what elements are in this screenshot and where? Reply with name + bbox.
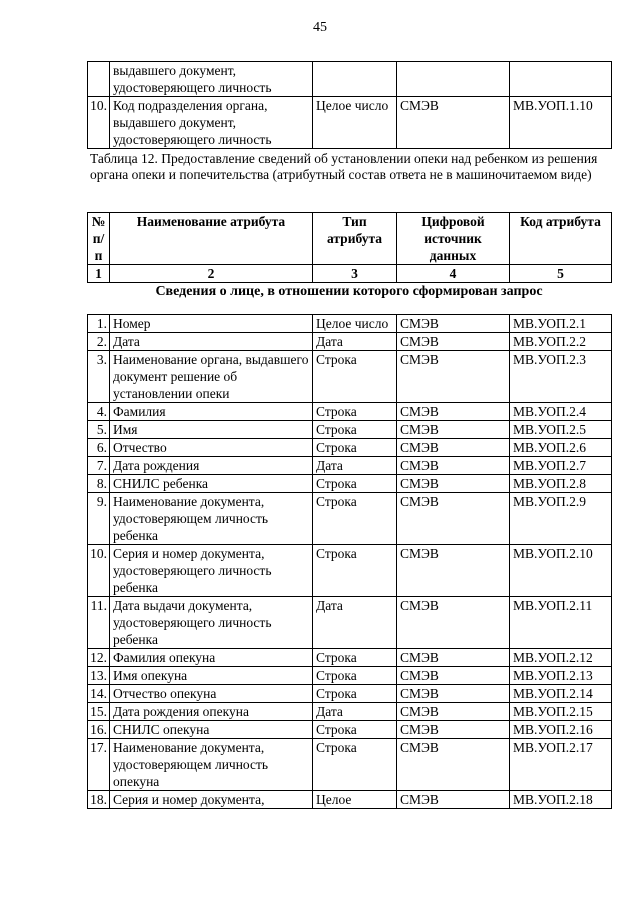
cell-attribute-type: Дата [313,703,397,721]
column-number: 2 [110,265,313,283]
column-header-attribute-code: Код атрибута [510,213,612,265]
cell-data-source: СМЭВ [397,475,510,493]
cell-number: 13. [88,667,110,685]
cell-attribute-code: МВ.УОП.2.7 [510,457,612,475]
cell-attribute-name: Наименование документа, удостоверяющем личность опекуна [110,739,313,791]
table-row [88,351,612,403]
table-row [88,439,612,457]
cell-number: 10. [88,97,110,149]
cell-attribute-name: Отчество [110,439,313,457]
cell-attribute-type: Строка [313,685,397,703]
cell-attribute-name: Дата выдачи документа, удостоверяющего личность ребенка [110,597,313,649]
cell-attribute-name: Отчество опекуна [110,685,313,703]
table-row [88,791,612,809]
section-title: Сведения о лице, в отношении которого сформирован запрос [155,284,543,299]
cell-attribute-code: МВ.УОП.2.11 [510,597,612,649]
cell-number [88,62,110,97]
cell-attribute-name: Имя опекуна [110,667,313,685]
cell-attribute-name: выдавшего документ, удостоверяющего личность [110,62,313,97]
cell-attribute-name: Наименование органа, выдавшего документ решение об установлении опеки [110,351,313,403]
table-row [88,597,612,649]
table-row [88,421,612,439]
cell-attribute-code [510,62,612,97]
cell-number: 6. [88,439,110,457]
cell-number: 14. [88,685,110,703]
cell-data-source: СМЭВ [397,439,510,457]
cell-attribute-name: Фамилия [110,403,313,421]
cell-attribute-code: МВ.УОП.2.17 [510,739,612,791]
cell-data-source: СМЭВ [397,493,510,545]
cell-data-source: СМЭВ [397,685,510,703]
cell-attribute-name: СНИЛС опекуна [110,721,313,739]
cell-attribute-code: МВ.УОП.2.12 [510,649,612,667]
cell-attribute-code: МВ.УОП.2.15 [510,703,612,721]
table-row [88,457,612,475]
table-row [88,685,612,703]
cell-data-source: СМЭВ [397,597,510,649]
cell-attribute-type: Строка [313,351,397,403]
cell-attribute-code: МВ.УОП.2.13 [510,667,612,685]
table-row [88,649,612,667]
cell-number: 18. [88,791,110,809]
table-header [87,212,612,283]
cell-number: 10. [88,545,110,597]
cell-data-source: СМЭВ [397,667,510,685]
cell-attribute-name: Код подразделения органа, выдавшего документ, удостоверяющего личность [110,97,313,149]
cell-data-source: СМЭВ [397,421,510,439]
column-number: 3 [313,265,397,283]
table-caption: Таблица 12. Предоставление сведений об установлении опеки над ребенком из решения органа опеки и попечительства (атрибутный состав ответа не в машиночитаемом виде) [90,151,598,182]
cell-attribute-code: МВ.УОП.2.5 [510,421,612,439]
column-header-number: № п/п [88,213,110,265]
cell-number: 3. [88,351,110,403]
column-number: 5 [510,265,612,283]
cell-attribute-name: Наименование документа, удостоверяющем личность ребенка [110,493,313,545]
cell-data-source: СМЭВ [397,649,510,667]
cell-number: 5. [88,421,110,439]
cell-number: 1. [88,315,110,333]
continued-table-body [88,62,612,149]
cell-number: 12. [88,649,110,667]
cell-attribute-type: Дата [313,333,397,351]
cell-attribute-name: Дата рождения опекуна [110,703,313,721]
table-row [88,403,612,421]
page-number: 45 [313,20,327,35]
cell-number: 11. [88,597,110,649]
cell-data-source [397,62,510,97]
cell-attribute-name: СНИЛС ребенка [110,475,313,493]
cell-attribute-type: Строка [313,475,397,493]
cell-attribute-code: МВ.УОП.2.9 [510,493,612,545]
column-header-attribute-name: Наименование атрибута [110,213,313,265]
cell-data-source: СМЭВ [397,721,510,739]
cell-attribute-code: МВ.УОП.2.10 [510,545,612,597]
table-row [88,475,612,493]
cell-attribute-type: Целое число [313,97,397,149]
column-number: 4 [397,265,510,283]
cell-data-source: СМЭВ [397,791,510,809]
cell-number: 2. [88,333,110,351]
cell-data-source: СМЭВ [397,97,510,149]
cell-data-source: СМЭВ [397,403,510,421]
cell-attribute-name: Дата рождения [110,457,313,475]
cell-attribute-type: Целое число [313,315,397,333]
cell-attribute-type: Строка [313,721,397,739]
attributes-table-body [88,315,612,809]
cell-attribute-code: МВ.УОП.2.16 [510,721,612,739]
cell-attribute-type: Строка [313,545,397,597]
cell-attribute-type: Строка [313,421,397,439]
cell-attribute-type: Дата [313,457,397,475]
cell-attribute-type: Дата [313,597,397,649]
cell-attribute-code: МВ.УОП.2.8 [510,475,612,493]
column-header-attribute-type: Тип атрибута [313,213,397,265]
cell-attribute-code: МВ.УОП.1.10 [510,97,612,149]
cell-attribute-code: МВ.УОП.2.1 [510,315,612,333]
cell-attribute-name: Номер [110,315,313,333]
table-row [88,545,612,597]
cell-data-source: СМЭВ [397,351,510,403]
cell-attribute-type: Строка [313,403,397,421]
cell-data-source: СМЭВ [397,315,510,333]
cell-data-source: СМЭВ [397,545,510,597]
cell-number: 8. [88,475,110,493]
cell-data-source: СМЭВ [397,333,510,351]
column-number: 1 [88,265,110,283]
cell-attribute-code: МВ.УОП.2.4 [510,403,612,421]
cell-data-source: СМЭВ [397,457,510,475]
cell-number: 4. [88,403,110,421]
cell-attribute-type: Строка [313,667,397,685]
table-row [88,739,612,791]
table-row [88,333,612,351]
cell-attribute-code: МВ.УОП.2.18 [510,791,612,809]
table-row [88,97,612,149]
cell-attribute-name: Имя [110,421,313,439]
cell-number: 17. [88,739,110,791]
cell-attribute-type: Строка [313,493,397,545]
column-header-data-source: Цифровой источник данных [397,213,510,265]
cell-number: 15. [88,703,110,721]
cell-attribute-code: МВ.УОП.2.6 [510,439,612,457]
cell-data-source: СМЭВ [397,739,510,791]
cell-attribute-type: Целое [313,791,397,809]
continued-table [87,61,612,149]
cell-number: 9. [88,493,110,545]
table-row [88,62,612,97]
cell-attribute-name: Дата [110,333,313,351]
cell-attribute-name: Серия и номер документа, [110,791,313,809]
cell-attribute-code: МВ.УОП.2.3 [510,351,612,403]
table-row [88,721,612,739]
cell-attribute-name: Фамилия опекуна [110,649,313,667]
table-row [88,703,612,721]
cell-data-source: СМЭВ [397,703,510,721]
cell-attribute-code: МВ.УОП.2.2 [510,333,612,351]
table-row [88,315,612,333]
attributes-table [87,314,612,809]
table-row [88,667,612,685]
table-row [88,493,612,545]
cell-number: 7. [88,457,110,475]
cell-attribute-type [313,62,397,97]
cell-attribute-type: Строка [313,649,397,667]
cell-attribute-code: МВ.УОП.2.14 [510,685,612,703]
cell-attribute-type: Строка [313,739,397,791]
cell-attribute-type: Строка [313,439,397,457]
cell-number: 16. [88,721,110,739]
cell-attribute-name: Серия и номер документа, удостоверяющего личность ребенка [110,545,313,597]
